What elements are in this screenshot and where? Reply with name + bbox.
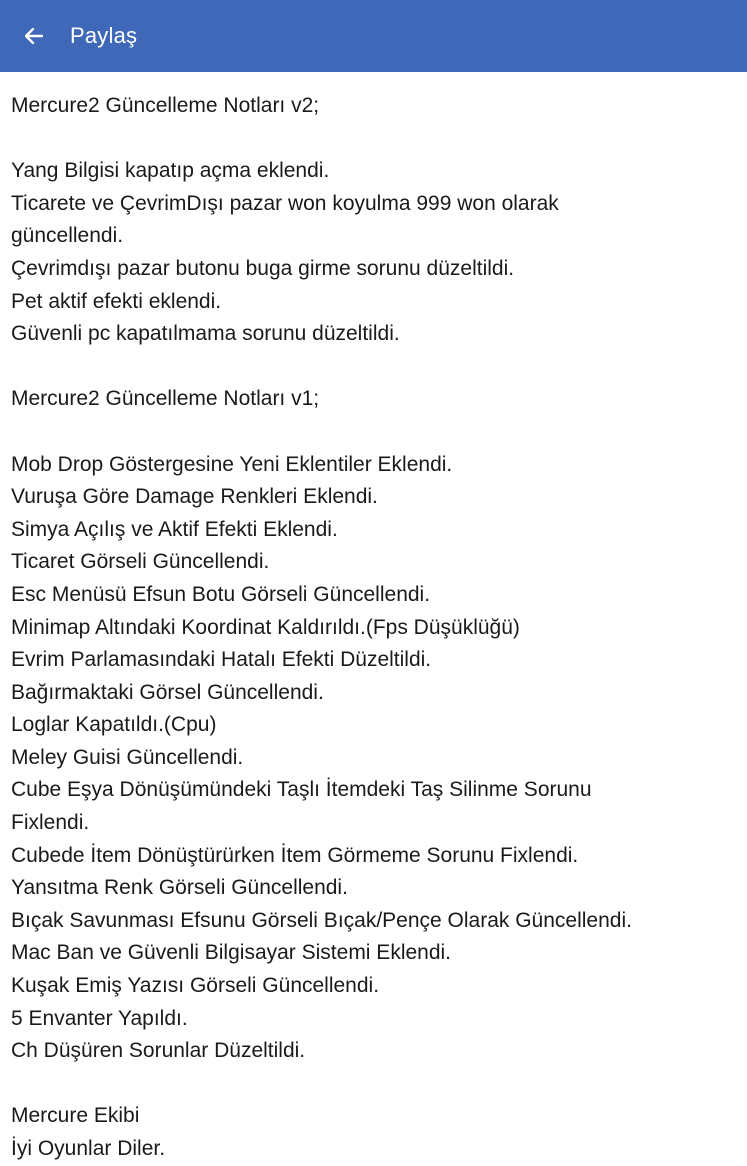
note-line: güncellendi.: [11, 224, 124, 248]
blank-line: [11, 123, 737, 156]
note-line: 5 Envanter Yapıldı.: [11, 1006, 188, 1030]
blank-line: [11, 351, 737, 384]
note-line: Esc Menüsü Efsun Botu Görseli Güncellendi.: [11, 582, 431, 606]
note-line: Yang Bilgisi kapatıp açma eklendi.: [11, 159, 330, 183]
note-line: Cube Eşya Dönüşümündeki Taşlı İtemdeki Taş Silinme Sorunu: [11, 778, 592, 802]
note-line: Yansıtma Renk Görseli Güncellendi.: [11, 876, 348, 900]
note-line: İyi Oyunlar Diler.: [11, 1137, 166, 1160]
note-line: Mac Ban ve Güvenli Bilgisayar Sistemi Eklendi.: [11, 941, 452, 965]
note-line: Fixlendi.: [11, 811, 90, 835]
note-line: Kuşak Emiş Yazısı Görseli Güncellendi.: [11, 974, 380, 998]
arrow-left-icon: [25, 28, 43, 44]
note-line: Vuruşa Göre Damage Renkleri Eklendi.: [11, 485, 378, 509]
blank-line: [11, 1068, 737, 1101]
note-line: Mercure2 Güncelleme Notları v2;: [11, 94, 320, 117]
blank-line: [11, 416, 737, 449]
note-line: Evrim Parlamasındaki Hatalı Efekti Düzeltildi.: [11, 648, 432, 672]
note-line: Güvenli pc kapatılmama sorunu düzeltildi.: [11, 322, 400, 346]
note-line: Ticarete ve ÇevrimDışı pazar won koyulma 999 won olarak: [11, 191, 559, 215]
note-line: Minimap Altındaki Koordinat Kaldırıldı.(Fps Düşüklüğü): [11, 615, 520, 639]
note-line: Ch Düşüren Sorunlar Düzeltildi.: [11, 1039, 306, 1063]
app-bar-title: Paylaş: [70, 23, 138, 48]
note-line: Mercure2 Güncelleme Notları v1;: [11, 387, 320, 411]
note-line: Ticaret Görseli Güncellendi.: [11, 550, 270, 574]
app-bar: [0, 0, 747, 72]
share-note-text[interactable]: [0, 72, 747, 1166]
note-line: Bağırmaktaki Görsel Güncellendi.: [11, 680, 324, 704]
note-line: Çevrimdışı pazar butonu buga girme sorunu düzeltildi.: [11, 256, 515, 280]
note-line: Bıçak Savunması Efsunu Görseli Bıçak/Pençe Olarak Güncellendi.: [11, 908, 632, 932]
note-line: Mob Drop Göstergesine Yeni Eklentiler Eklendi.: [11, 452, 453, 476]
back-button[interactable]: [22, 22, 46, 50]
note-line: Simya Açılış ve Aktif Efekti Eklendi.: [11, 517, 338, 541]
note-line: Loglar Kapatıldı.(Cpu): [11, 713, 217, 737]
note-line: Cubede İtem Dönüştürürken İtem Görmeme Sorunu Fixlendi.: [11, 843, 579, 867]
note-line: Pet aktif efekti eklendi.: [11, 289, 222, 313]
note-line: Mercure Ekibi: [11, 1104, 140, 1128]
note-line: Meley Guisi Güncellendi.: [11, 745, 244, 769]
